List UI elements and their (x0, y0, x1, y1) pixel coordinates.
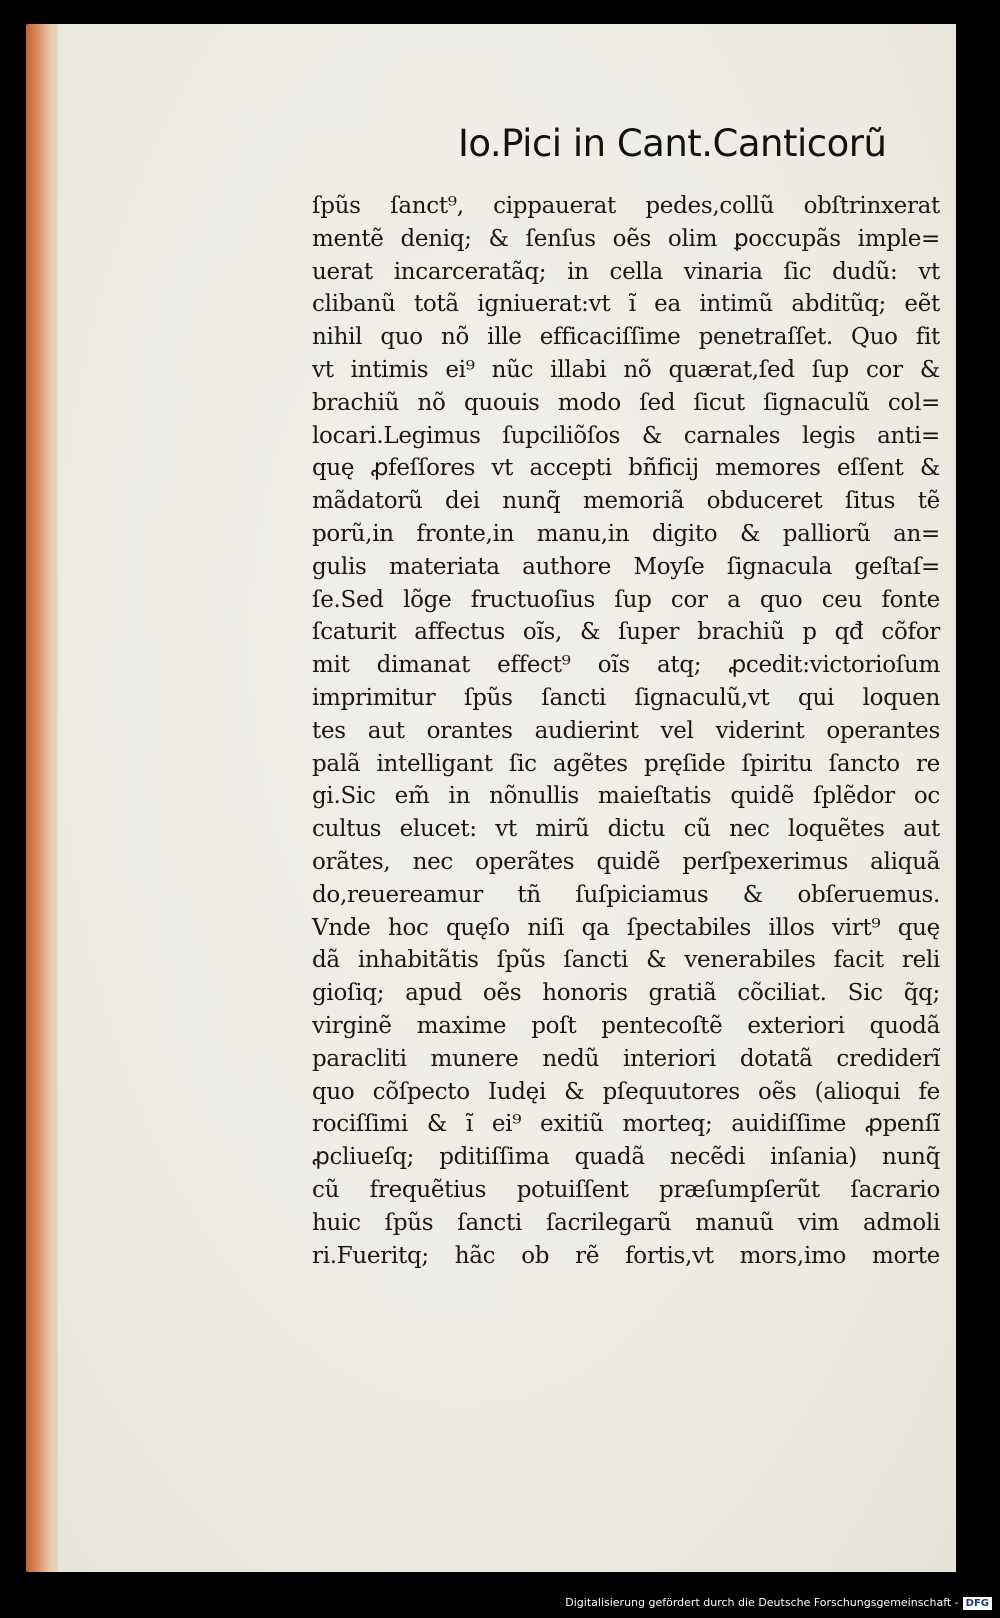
text-line: orãtes, nec operãtes quidẽ perſpexerimus aliquã (312, 848, 940, 875)
text-line: locari.Legimus ſupciliõſos & carnales legis anti= (312, 422, 940, 449)
text-line: porũ,in fronte,in manu,in digito & palliorũ an= (312, 520, 940, 547)
credit-text: Digitalisierung gefördert durch die Deutsche Forschungsgemeinschaft - (565, 1596, 959, 1609)
digitization-credit (565, 1596, 992, 1610)
text-line: gi.Sic em̃ in nõnullis maieſtatis quidẽ ſplẽdor oc (312, 783, 940, 810)
dfg-logo: DFG (963, 1597, 992, 1610)
text-line: mentẽ deniq; & ſenſus oẽs olim ꝑoccupãs imple= (312, 225, 940, 252)
text-line: dã inhabitãtis ſpũs ſancti & venerabiles facit reli (312, 947, 940, 974)
body-text (312, 190, 940, 1272)
text-line: brachiũ nõ quouis modo ſed ſicut ſignaculũ col= (312, 389, 940, 416)
text-line: quę ꝓfeſſores vt accepti bñficij memores eſſent & (312, 455, 940, 482)
text-line: uerat incarceratãq; in cella vinaria ſic dudũ: vt (312, 258, 940, 285)
text-line: tes aut orantes audierint vel viderint operantes (312, 717, 940, 744)
running-title: Io.Pici in Cant.Canticorũ (458, 122, 887, 165)
text-line: ꝓcliueſq; pditiſſima quadã necẽdi inſania) nunq̃ (312, 1144, 940, 1171)
text-line: palã intelligant ſic agẽtes pręſide ſpiritu ſancto re (312, 750, 940, 777)
text-line: clibanũ totã igniuerat:vt ĩ ea intimũ abditũq; eẽt (312, 291, 940, 318)
text-line: mit dimanat effect⁹ oĩs atq; ꝓcedit:victorioſum (312, 652, 940, 679)
text-line: do,reuereamur tñ ſuſpiciamus & obſeruemus. (312, 881, 940, 908)
text-line: cultus elucet: vt mirũ dictu cũ nec loquẽtes aut (312, 816, 940, 843)
text-line: gioſiq; apud oẽs honoris gratiã cõciliat. Sic q̃q; (312, 980, 940, 1007)
text-line: quo cõſpecto Iudęi & pſequutores oẽs (alioqui fe (312, 1078, 940, 1105)
text-line: ſcaturit affectus oĩs, & ſuper brachiũ p qđ cõfor (312, 619, 940, 646)
text-line: vt intimis ei⁹ nũc illabi nõ quærat,ſed ſup cor & (312, 356, 940, 383)
text-line: rociſſimi & ĩ ei⁹ exitiũ morteq; auidiſſime ꝓpenſĩ (312, 1111, 940, 1138)
text-line: ſe.Sed lõge fructuoſius ſup cor a quo ceu fonte (312, 586, 940, 613)
text-line: mãdatorũ dei nunq̃ memoriã obduceret ſitus tẽ (312, 488, 940, 515)
text-line: nihil quo nõ ille efficaciſſime penetraſſet. Quo fit (312, 324, 940, 351)
text-line: ri.Fueritq; hãc ob rẽ fortis,vt mors,imo morte (312, 1242, 940, 1269)
text-line: huic ſpũs ſancti ſacrilegarũ manuũ vim admoli (312, 1209, 940, 1236)
text-line: imprimitur ſpũs ſancti ſignaculũ,vt qui loquen (312, 684, 940, 711)
text-line: paracliti munere nedũ interiori dotatã crediderĩ (312, 1045, 940, 1072)
text-line: gulis materiata authore Moyſe ſignacula geſtaſ= (312, 553, 940, 580)
text-line: virginẽ maxime poſt pentecoſtẽ exteriori quodã (312, 1012, 940, 1039)
text-line: cũ frequẽtius potuiſſent præſumpſerũt ſacrario (312, 1176, 940, 1203)
text-line: Vnde hoc quęſo niſi qa ſpectabiles illos virt⁹ quę (312, 914, 940, 941)
text-line: ſpũs ſanct⁹, cippauerat pedes,collũ obſtrinxerat (312, 193, 940, 219)
